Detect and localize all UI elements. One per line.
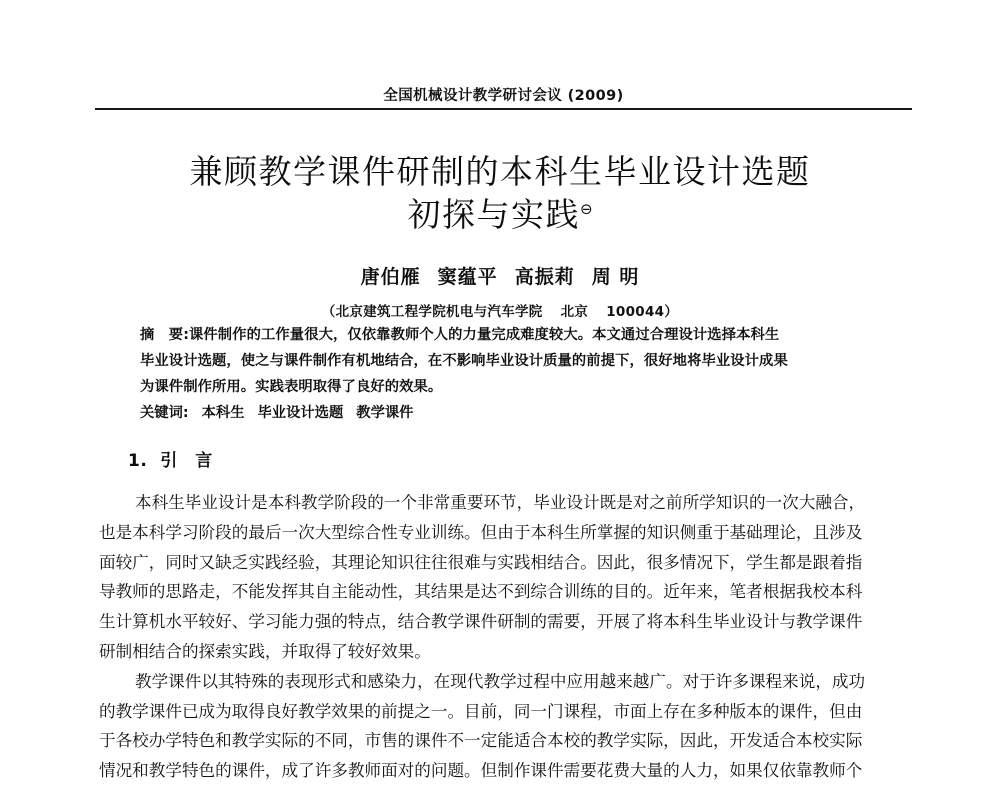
author-name: 周 明 xyxy=(591,266,640,288)
paragraph-line: 教学课件以其特殊的表现形式和感染力，在现代教学过程中应用越来越广。对于许多课程来说，成功 xyxy=(135,671,866,691)
section-number: 1. xyxy=(128,451,148,471)
abstract-line-3: 为课件制作所用。实践表明取得了良好的效果。 xyxy=(140,379,443,395)
keyword-item: 教学课件 xyxy=(356,405,414,421)
header-divider-rule xyxy=(95,108,912,110)
paragraph-line: 情况和教学特色的课件，成了许多教师面对的问题。但制作课件需要花费大量的人力，如果仅依靠教师个 xyxy=(99,761,863,781)
page-title xyxy=(100,150,900,236)
abstract-text-1: 课件制作的工作量很大，仅依靠教师个人的力量完成难度较大。本文通过合理设计选择本科生 xyxy=(189,327,780,343)
body-text xyxy=(99,488,911,786)
paragraph-line: 研制相结合的探索实践，并取得了较好效果。 xyxy=(99,641,431,661)
affiliation-city: 北京 xyxy=(560,304,589,320)
title-footnote-mark: ⊖ xyxy=(579,200,593,218)
paragraph-line: 的教学课件已成为取得良好教学效果的前提之一。目前，同一门课程，市面上存在多种版本的课件，但由 xyxy=(99,701,863,721)
author-name: 高振莉 xyxy=(514,266,575,288)
paragraph-line: 本科生毕业设计是本科教学阶段的一个非常重要环节，毕业设计既是对之前所学知识的一次大融合， xyxy=(135,493,866,512)
title-line-1: 兼顾教学课件研制的本科生毕业设计选题 xyxy=(189,152,811,191)
keywords-label: 关键词: xyxy=(140,405,189,421)
author-name: 窦蕴平 xyxy=(437,266,498,288)
running-header: 全国机械设计教学研讨会议 (2009) xyxy=(383,88,624,104)
paragraph-line: 面较广，同时又缺乏实践经验，其理论知识往往很难与实践相结合。因此，很多情况下，学生都是跟着指 xyxy=(99,552,863,572)
keywords-block xyxy=(140,400,413,426)
paragraph-line: 生计算机水平较好、学习能力强的特点，结合教学课件研制的需要，开展了将本科生毕业设计与教学课件 xyxy=(99,612,863,632)
abstract-block xyxy=(140,322,870,400)
keyword-item: 毕业设计选题 xyxy=(257,405,344,421)
title-line-2: 初探与实践 xyxy=(407,195,580,234)
paragraph-line: 导教师的思路走，不能发挥其自主能动性，其结果是达不到综合训练的目的。近年来，笔者根据我校本科 xyxy=(99,582,863,602)
keyword-item: 本科生 xyxy=(201,405,245,421)
abstract-label: 摘 要: xyxy=(140,327,190,343)
section-title: 引 言 xyxy=(160,451,213,471)
paragraph-line: 于各校办学特色和教学实际的不同，市售的课件不一定能适合本校的教学实际，因此，开发适合本校实际 xyxy=(99,731,863,751)
section-heading-introduction xyxy=(128,446,213,471)
author-list xyxy=(100,262,900,289)
abstract-line-1 xyxy=(140,322,870,348)
abstract-line-2: 毕业设计选题，使之与课件制作有机地结合，在不影响毕业设计质量的前提下，很好地将毕业设计成果 xyxy=(140,353,788,369)
author-affiliation: （北京建筑工程学院机电与汽车学院 北京 100044） xyxy=(321,304,679,320)
affiliation-postcode: 100044 xyxy=(606,304,665,320)
paragraph-line: 也是本科学习阶段的最后一次大型综合性专业训练。但由于本科生所掌握的知识侧重于基础理论，且涉及 xyxy=(99,522,863,542)
affiliation-institution: 北京建筑工程学院机电与汽车学院 xyxy=(335,304,543,320)
author-name: 唐伯雁 xyxy=(360,266,421,288)
